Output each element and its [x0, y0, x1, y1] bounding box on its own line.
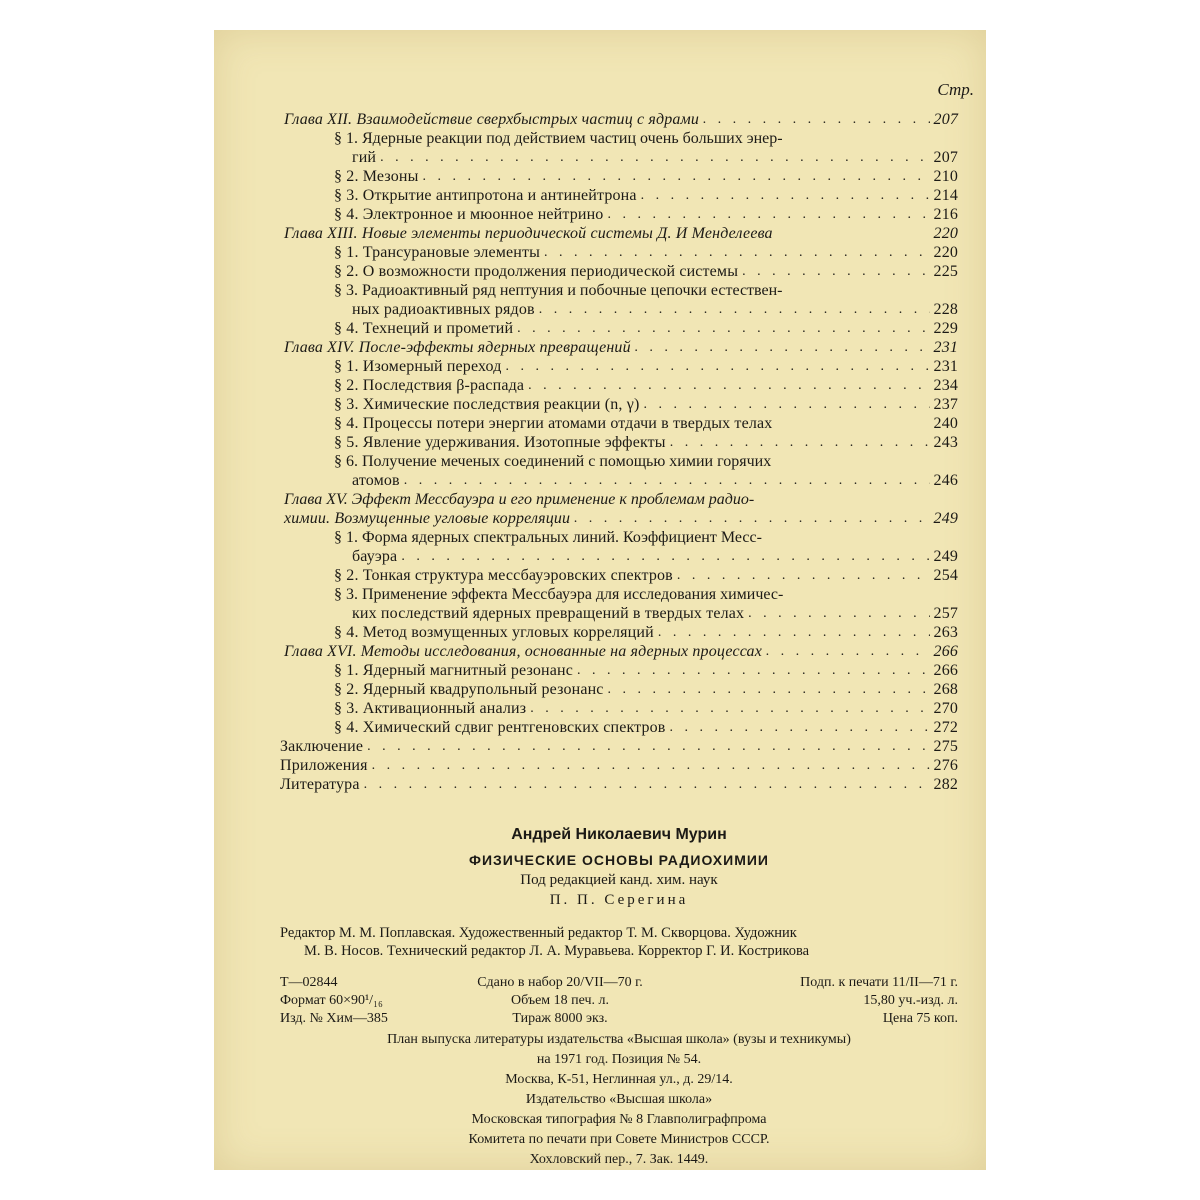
toc-page-number: 266	[933, 643, 958, 660]
publisher-line: Москва, К-51, Неглинная ул., д. 29/14.	[505, 1072, 733, 1087]
toc-entry-title: § 1. Изомерный переход	[334, 358, 502, 375]
dot-leader	[528, 376, 929, 395]
toc-entry	[280, 357, 958, 376]
toc-page-number: 220	[933, 225, 958, 242]
toc-entry-title: § 1. Трансурановые элементы	[334, 244, 541, 261]
toc-entry	[280, 262, 958, 281]
toc-page-number: 266	[933, 662, 958, 679]
toc-entry	[280, 661, 958, 680]
toc-entry-title: гий	[352, 149, 377, 166]
toc-entry-title: § 3. Химические последствия реакции (n, γ)	[334, 396, 640, 413]
toc-entry-title: § 4. Метод возмущенных угловых корреляций	[334, 624, 654, 641]
book-title: ФИЗИЧЕСКИЕ ОСНОВЫ РАДИОХИМИИ	[469, 852, 769, 868]
dot-leader	[670, 433, 930, 452]
dot-leader	[703, 110, 930, 129]
toc-entry-title: § 4. Процессы потери энергии атомами отдачи в твердых телах	[334, 415, 773, 432]
dot-leader	[367, 737, 929, 756]
toc-entry	[280, 718, 958, 737]
toc-entry	[280, 547, 958, 566]
toc-entry-title: § 2. О возможности продолжения периодической системы	[334, 263, 739, 280]
toc-entry	[280, 395, 958, 414]
toc-entry-title: § 4. Химический сдвиг рентгеновских спектров	[334, 719, 666, 736]
toc-entry	[280, 243, 958, 262]
toc-entry	[280, 110, 958, 129]
publication-field: Объем 18 печ. л.	[510, 993, 610, 1008]
credits-line: Редактор М. М. Поплавская. Художественный редактор Т. М. Скворцова. Художник	[280, 925, 797, 941]
dot-leader	[677, 566, 930, 585]
toc-entry	[280, 680, 958, 699]
toc-page-number: 276	[933, 757, 958, 774]
dot-leader	[608, 680, 930, 699]
publisher-info	[280, 1030, 958, 1170]
dot-leader	[577, 661, 930, 680]
toc-entry-title: ных радиоактивных рядов	[352, 301, 535, 318]
publication-field: Формат 60×90¹/₁₆	[280, 993, 383, 1008]
publication-field: Тираж 8000 экз.	[512, 1011, 608, 1026]
toc-page-number: 210	[933, 168, 958, 185]
dot-leader	[380, 148, 929, 167]
toc-entry-title: § 5. Явление удерживания. Изотопные эффекты	[334, 434, 666, 451]
page-column-header: Стр.	[937, 80, 974, 99]
toc-entry	[280, 338, 958, 357]
toc-entry-title: § 2. Последствия β-распада	[334, 377, 525, 394]
dot-leader	[574, 509, 929, 528]
publication-field: Изд. № Хим—385	[280, 1011, 388, 1026]
dot-leader	[404, 471, 930, 490]
toc-entry	[280, 699, 958, 718]
toc-page-number: 246	[933, 472, 958, 489]
toc-page-number: 249	[933, 510, 958, 527]
toc-entry	[280, 205, 958, 224]
toc-page-number: 243	[933, 434, 958, 451]
toc-line: § 3. Радиоактивный ряд нептуния и побочные цепочки естествен-	[334, 282, 783, 299]
toc-page-number: 225	[933, 263, 958, 280]
toc-entry-title: § 2. Мезоны	[334, 168, 419, 185]
toc-line: § 6. Получение меченых соединений с помощью химии горячих	[334, 453, 772, 470]
publication-field: Сдано в набор 20/VII—70 г.	[477, 975, 643, 990]
toc-page-number: 254	[933, 567, 958, 584]
publication-row	[280, 992, 958, 1010]
toc-entry	[280, 300, 958, 319]
toc-entry-title: химии. Возмущенные угловые корреляции	[284, 510, 571, 527]
publisher-line: на 1971 год. Позиция № 54.	[536, 1052, 702, 1067]
dot-leader	[748, 604, 929, 623]
toc-page-number: 207	[933, 111, 958, 128]
toc-entry-title: Заключение	[280, 738, 364, 755]
toc-page-number: 237	[933, 396, 958, 413]
dot-leader	[530, 699, 929, 718]
toc-entry	[280, 148, 958, 167]
toc-entry	[280, 642, 958, 661]
publication-row	[280, 974, 958, 992]
toc-entry-title: Литература	[280, 776, 360, 793]
publication-field: Цена 75 коп.	[882, 1011, 958, 1026]
toc-entry-title: § 1. Ядерный магнитный резонанс	[334, 662, 573, 679]
toc-page-number: 257	[933, 605, 958, 622]
toc-entry-title: § 2. Ядерный квадрупольный резонанс	[334, 681, 604, 698]
toc-entry-title: Глава XIV. После-эффекты ядерных превращений	[284, 339, 631, 356]
toc-entry	[280, 224, 958, 243]
toc-entry	[280, 737, 958, 756]
dot-leader	[364, 775, 930, 794]
toc-entry	[280, 756, 958, 775]
editor-name: П. П. Серегина	[549, 892, 689, 908]
dot-leader	[658, 623, 930, 642]
credits-line: М. В. Носов. Технический редактор Л. А. Муравьева. Корректор Г. И. Кострикова	[304, 943, 810, 959]
publisher-line: План выпуска литературы издательства «Высшая школа» (вузы и техникумы)	[387, 1032, 851, 1047]
toc-entry	[280, 414, 958, 433]
toc-page-number: 268	[933, 681, 958, 698]
toc-page-number: 231	[933, 358, 958, 375]
toc-page-number: 282	[933, 776, 958, 793]
toc-entry-title: Глава XVI. Методы исследования, основанные на ядерных процессах	[284, 643, 762, 660]
toc-line: § 3. Применение эффекта Мессбауэра для исследования химичес-	[334, 586, 784, 603]
publisher-line: Комитета по печати при Совете Министров СССР.	[468, 1132, 770, 1147]
toc-entry	[280, 623, 958, 642]
toc-entry	[280, 604, 958, 623]
dot-leader	[643, 395, 929, 414]
toc-entry	[280, 167, 958, 186]
toc-page-number: 220	[933, 244, 958, 261]
publication-field: Т—02844	[280, 975, 338, 990]
toc-page-number: 229	[933, 320, 958, 337]
toc-page-number: 263	[933, 624, 958, 641]
publication-field: 15,80 уч.-изд. л.	[863, 993, 958, 1008]
credits	[280, 924, 958, 960]
dot-leader	[670, 718, 930, 737]
publisher-line: Московская типография № 8 Главполиграфпрома	[471, 1112, 767, 1127]
toc-page-number: 216	[933, 206, 958, 223]
toc-entry	[280, 471, 958, 490]
toc-page-number: 240	[933, 415, 958, 432]
toc-entry-title: § 4. Электронное и мюонное нейтрино	[334, 206, 604, 223]
table-of-contents	[280, 110, 958, 794]
dot-leader	[544, 243, 930, 262]
toc-page-number: 234	[933, 377, 958, 394]
author-name: Андрей Николаевич Мурин	[511, 826, 727, 843]
publication-row	[280, 1010, 958, 1028]
toc-entry	[280, 775, 958, 794]
dot-leader	[506, 357, 930, 376]
toc-page-number: 207	[933, 149, 958, 166]
toc-entry-title: атомов	[352, 472, 400, 489]
dot-leader	[401, 547, 929, 566]
toc-line: Глава XV. Эффект Мессбауэра и его применение к проблемам радио-	[284, 491, 755, 508]
toc-entry	[280, 186, 958, 205]
toc-entry-title: § 2. Тонкая структура мессбауэровских спектров	[334, 567, 673, 584]
publication-field: Подп. к печати 11/II—71 г.	[800, 975, 958, 990]
toc-page-number: 272	[933, 719, 958, 736]
book-page	[214, 30, 986, 1170]
publisher-line: Хохловский пер., 7. Зак. 1449.	[529, 1152, 709, 1167]
toc-entry-title: бауэра	[352, 548, 398, 565]
toc-line: § 1. Форма ядерных спектральных линий. Коэффициент Месс-	[334, 529, 762, 546]
dot-leader	[423, 167, 930, 186]
toc-entry	[280, 319, 958, 338]
publisher-line: Издательство «Высшая школа»	[525, 1092, 713, 1107]
toc-entry	[280, 509, 958, 528]
toc-page-number: 249	[933, 548, 958, 565]
imprint	[280, 826, 958, 1170]
dot-leader	[635, 338, 930, 357]
dot-leader	[539, 300, 930, 319]
dot-leader	[641, 186, 930, 205]
publication-details	[280, 974, 958, 1028]
toc-entry-title: Глава XII. Взаимодействие сверхбыстрых частиц с ядрами	[284, 111, 700, 128]
dot-leader	[372, 756, 930, 775]
dot-leader	[766, 642, 930, 661]
toc-page-number: 270	[933, 700, 958, 717]
dot-leader	[742, 262, 929, 281]
toc-entry	[280, 566, 958, 585]
toc-page-number: 275	[933, 738, 958, 755]
toc-entry-title: Глава XIII. Новые элементы периодической системы Д. И Менделеева	[284, 225, 773, 242]
toc-entry-title: § 3. Открытие антипротона и антинейтрона	[334, 187, 637, 204]
toc-entry-title: § 4. Технеций и прометий	[334, 320, 514, 337]
dot-leader	[517, 319, 929, 338]
toc-entry	[280, 376, 958, 395]
toc-entry-title: Приложения	[280, 757, 368, 774]
dot-leader	[607, 205, 929, 224]
toc-entry	[280, 433, 958, 452]
toc-page-number: 214	[933, 187, 958, 204]
toc-entry-title: § 3. Активационный анализ	[334, 700, 527, 717]
toc-entry-title: ких последствий ядерных превращений в твердых телах	[352, 605, 745, 622]
edited-by: Под редакцией канд. хим. наук	[520, 872, 718, 888]
toc-line: § 1. Ядерные реакции под действием частиц очень больших энер-	[334, 130, 783, 147]
toc-page-number: 231	[933, 339, 958, 356]
toc-page-number: 228	[933, 301, 958, 318]
